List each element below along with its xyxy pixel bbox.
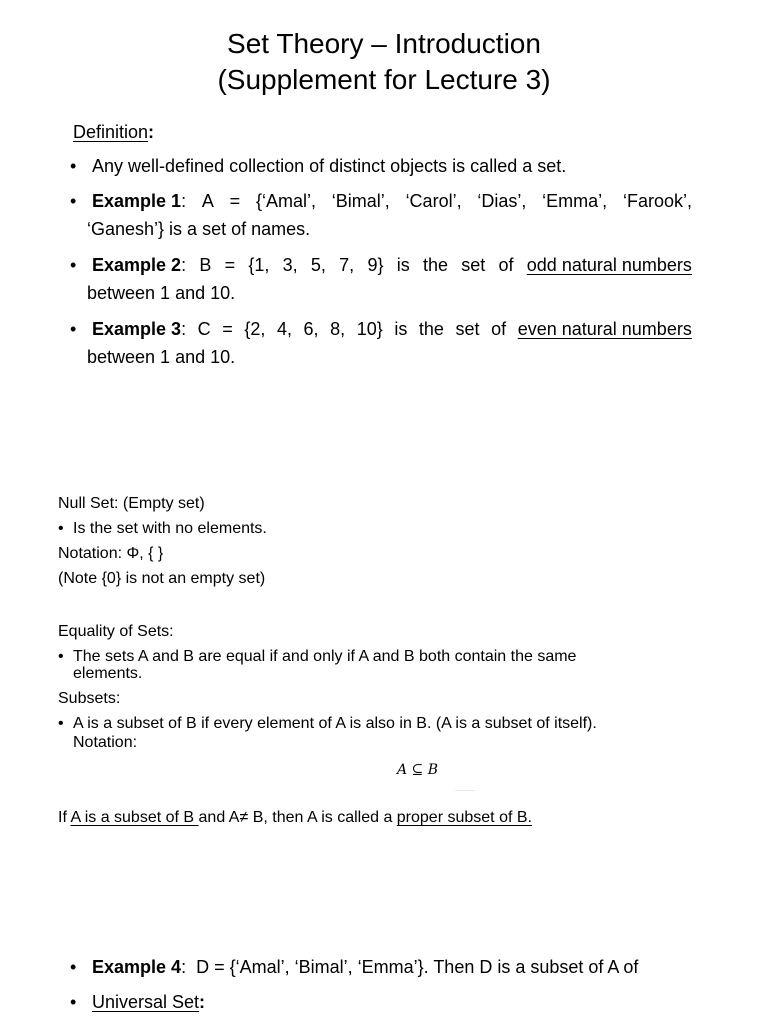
example-2-token: 9} bbox=[367, 255, 384, 275]
example-1-token: ‘Dias’, bbox=[477, 191, 527, 211]
null-set-heading: Null Set: (Empty set) bbox=[58, 495, 205, 512]
bullet-icon: • bbox=[58, 520, 64, 537]
example-3-token: 8, bbox=[330, 319, 346, 339]
definition-bullet bbox=[70, 156, 566, 177]
example-3-token: = bbox=[222, 319, 233, 339]
definition-heading bbox=[73, 122, 154, 143]
universal-set-colon: : bbox=[199, 992, 206, 1012]
equality-bullet-line1: The sets A and B are equal if and only if A and B both contain the same bbox=[73, 648, 577, 665]
universal-set-label: Universal Set bbox=[92, 992, 200, 1012]
proper-subset-line bbox=[58, 809, 532, 827]
bullet-icon: • bbox=[70, 156, 77, 176]
example-2-token: 3, bbox=[282, 255, 298, 275]
example-1 bbox=[70, 191, 692, 240]
bullet-icon: • bbox=[70, 992, 77, 1012]
example-3-label: Example 3 bbox=[92, 319, 182, 339]
bullet-icon: • bbox=[70, 191, 77, 211]
example-3-token: C bbox=[197, 319, 211, 339]
example-1-line2: ‘Ganesh’} is a set of names. bbox=[87, 219, 311, 239]
example-1-line1 bbox=[70, 191, 692, 212]
example-2-label: Example 2 bbox=[92, 255, 182, 275]
example-3-lead bbox=[70, 319, 186, 340]
null-set-bullet bbox=[58, 520, 267, 538]
example-2-line2: between 1 and 10. bbox=[87, 283, 236, 303]
example-3 bbox=[70, 319, 692, 368]
example-3-token: of bbox=[491, 319, 507, 339]
null-set-note: (Note {0} is not an empty set) bbox=[58, 570, 266, 587]
example-1-token: ‘Farook’, bbox=[622, 191, 692, 211]
proper-subset-underline-1: A is a subset of B bbox=[70, 809, 199, 826]
subsets-bullet-line1: A is a subset of B if every element of A is also in B. (A is a subset of itself). bbox=[73, 715, 597, 732]
universal-set bbox=[70, 992, 205, 1013]
page-subtitle: (Supplement for Lecture 3) bbox=[217, 64, 551, 95]
example-3-token: set bbox=[455, 319, 480, 339]
proper-subset-mid: and A≠ B, then A is called a bbox=[198, 809, 397, 826]
example-3-token: {2, bbox=[244, 319, 266, 339]
example-2-token: is bbox=[396, 255, 410, 275]
definition-bullet-text: Any well-defined collection of distinct objects is called a set. bbox=[92, 156, 567, 176]
example-3-token: 6, bbox=[303, 319, 319, 339]
example-1-token: {‘Amal’, bbox=[255, 191, 316, 211]
bullet-icon: • bbox=[58, 715, 64, 732]
example-2-lead bbox=[70, 255, 186, 276]
example-2-token: {1, bbox=[248, 255, 270, 275]
subset-formula: A ⊆ B bbox=[397, 762, 439, 778]
example-2-line1 bbox=[70, 255, 692, 276]
divider bbox=[455, 790, 475, 791]
null-set-bullet-text: Is the set with no elements. bbox=[73, 520, 267, 537]
example-3-colon: : bbox=[181, 319, 187, 339]
proper-subset-underline-2: proper subset of B. bbox=[396, 809, 532, 826]
example-4-colon: : bbox=[181, 957, 187, 977]
equality-bullet bbox=[58, 648, 576, 666]
example-4-text: D = {‘Amal’, ‘Bimal’, ‘Emma’}. Then D is a subset of A of bbox=[186, 957, 639, 977]
page-title: Set Theory – Introduction bbox=[227, 28, 541, 59]
bullet-icon: • bbox=[70, 319, 77, 339]
subsets-bullet-line2: Notation: bbox=[73, 734, 138, 751]
bullet-icon: • bbox=[58, 648, 64, 665]
example-3-token: 10} bbox=[356, 319, 383, 339]
equality-bullet-line2: elements. bbox=[73, 665, 143, 682]
bullet-icon: • bbox=[70, 957, 77, 977]
example-1-token: = bbox=[229, 191, 241, 211]
example-4 bbox=[70, 957, 638, 978]
definition-heading-label: Definition bbox=[73, 122, 149, 142]
example-2-token: = bbox=[224, 255, 236, 275]
example-2-token: set bbox=[461, 255, 486, 275]
example-1-colon: : bbox=[181, 191, 187, 211]
example-3-token: is bbox=[394, 319, 408, 339]
example-3-token: 4, bbox=[276, 319, 292, 339]
example-3-underlined: even natural numbers bbox=[517, 319, 692, 339]
example-3-line2: between 1 and 10. bbox=[87, 347, 236, 367]
equality-heading: Equality of Sets: bbox=[58, 623, 174, 640]
example-2-underlined: odd natural numbers bbox=[526, 255, 692, 275]
definition-colon: : bbox=[148, 122, 155, 142]
null-set-notation: Notation: Φ, { } bbox=[58, 545, 164, 562]
example-2-token: of bbox=[498, 255, 514, 275]
example-1-token: A bbox=[201, 191, 214, 211]
proper-subset-pre: If bbox=[58, 809, 71, 826]
example-1-token: ‘Carol’, bbox=[405, 191, 462, 211]
example-2-token: 5, bbox=[310, 255, 326, 275]
example-4-label: Example 4 bbox=[92, 957, 182, 977]
example-2-token: 7, bbox=[339, 255, 355, 275]
example-2-token: B bbox=[199, 255, 212, 275]
example-1-token: ‘Emma’, bbox=[542, 191, 608, 211]
example-2 bbox=[70, 255, 692, 304]
bullet-icon: • bbox=[70, 255, 77, 275]
example-3-line1 bbox=[70, 319, 692, 340]
example-1-label: Example 1 bbox=[92, 191, 182, 211]
example-2-colon: : bbox=[181, 255, 187, 275]
example-2-token: the bbox=[422, 255, 448, 275]
subsets-heading: Subsets: bbox=[58, 690, 121, 707]
subsets-bullet bbox=[58, 715, 597, 733]
example-1-token: ‘Bimal’, bbox=[331, 191, 390, 211]
example-3-token: the bbox=[418, 319, 444, 339]
example-1-lead bbox=[70, 191, 186, 212]
